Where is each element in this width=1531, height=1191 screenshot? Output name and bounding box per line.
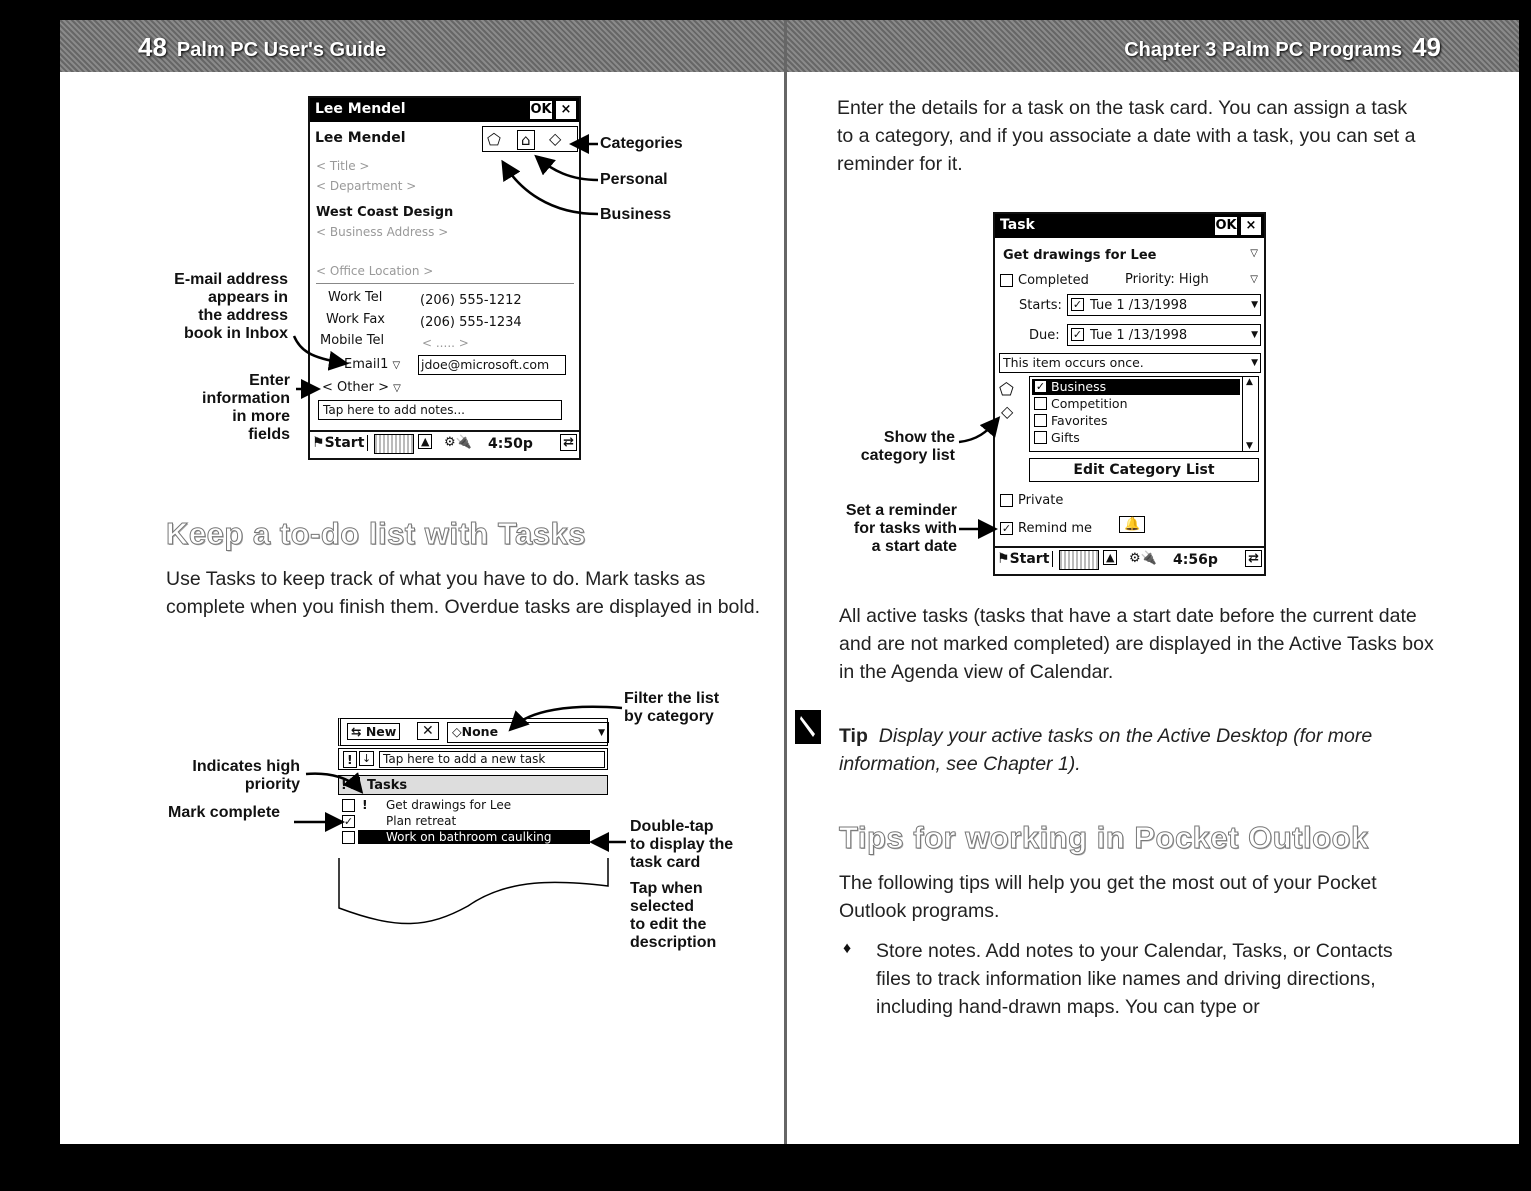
callout-email-line: appears in	[207, 289, 288, 306]
mobile-tel-label: Mobile Tel	[320, 333, 385, 348]
chapter-label: Chapter 3	[1124, 39, 1217, 61]
email-input[interactable]: jdoe@microsoft.com	[418, 355, 566, 375]
work-fax-label: Work Fax	[326, 312, 385, 327]
right-header-bar	[787, 20, 1519, 72]
task-taskbar	[995, 546, 1264, 574]
task-start-label: Start	[1009, 551, 1050, 567]
due-label: Due:	[1029, 328, 1060, 343]
remind-label: Remind me	[1018, 521, 1093, 536]
department-field[interactable]: < Department >	[316, 179, 417, 193]
callout-reminder-line: a start date	[871, 538, 957, 555]
category-name: Favorites	[1051, 413, 1108, 428]
section-heading-tips: Tips for working in Pocket Outlook	[839, 820, 1369, 855]
callout-reminder-line: Set a reminder	[845, 502, 957, 519]
callout-email-line: the address	[198, 307, 288, 324]
remind-checkbox[interactable]: ✓	[1001, 522, 1012, 535]
task-close-button[interactable]: ×	[1240, 216, 1262, 236]
callout-email	[140, 271, 288, 343]
business-address-field[interactable]: < Business Address >	[316, 225, 449, 239]
task-complete-checkbox[interactable]	[342, 831, 355, 844]
contact-window-title: Lee Mendel	[315, 101, 406, 117]
callout-filter-line: Filter the list	[624, 690, 720, 707]
task-clock[interactable]: 4:56p	[1173, 552, 1218, 568]
task-toolbar	[338, 718, 608, 746]
task-row[interactable]	[338, 830, 600, 845]
tips-paragraph: The following tips will help you get the most out of your Pocket Outlook programs.	[839, 872, 1377, 922]
category-name: Competition	[1051, 396, 1128, 411]
category-checkbox[interactable]: ✓	[1035, 380, 1046, 393]
category-checkbox[interactable]	[1034, 397, 1047, 410]
other-dropdown-icon: ▽	[393, 383, 401, 394]
tip-text: Display your active tasks on the Active Desktop (for more information, see Chapter 1).	[839, 725, 1373, 775]
app-switch-icon[interactable]: ⇄	[1245, 550, 1262, 567]
recurrence-dropdown[interactable]	[999, 353, 1261, 373]
due-dropdown-icon: ▼	[1251, 330, 1258, 340]
callout-more-line: Enter	[249, 372, 290, 389]
starts-dropdown-icon: ▼	[1251, 300, 1258, 310]
callout-reminder-line: for tasks with	[853, 520, 957, 537]
bullet-store-notes: Store notes. Add notes to your Calendar, Tasks, or Contacts files to track information like names and driving directions, including hand-drawn maps. You can type or	[876, 940, 1393, 1018]
torn-edge	[338, 858, 610, 928]
category-tag-icon[interactable]: ◇	[1001, 402, 1014, 421]
keyboard-icon[interactable]	[1059, 550, 1099, 570]
title-field[interactable]: < Title >	[316, 159, 370, 173]
task-subject[interactable]: Get drawings for Lee	[1003, 248, 1157, 263]
alarm-bell-icon[interactable]: 🔔	[1119, 516, 1145, 533]
tip-label: Tip	[839, 725, 868, 747]
task-text[interactable]: Work on bathroom caulking	[358, 830, 590, 844]
due-checkbox[interactable]: ✓	[1072, 328, 1083, 341]
starts-label: Starts:	[1019, 298, 1062, 313]
task-complete-checkbox[interactable]	[342, 799, 355, 812]
category-scrollbar[interactable]	[1242, 377, 1258, 451]
personal-home-icon[interactable]: ⌂	[517, 130, 535, 150]
callout-tap-line: description	[630, 934, 717, 951]
callout-tap-line: selected	[630, 898, 695, 915]
category-list-icon[interactable]: ⬠	[999, 380, 1014, 400]
starts-date-field[interactable]	[1067, 294, 1261, 316]
callout-personal: Personal	[600, 171, 668, 188]
category-item[interactable]	[1032, 413, 1240, 429]
delete-task-icon[interactable]: ✕	[417, 722, 439, 740]
category-checkbox[interactable]	[1034, 431, 1047, 444]
callout-double-tap-line: task card	[630, 854, 701, 871]
right-running-head	[1124, 32, 1451, 63]
email-label-text: Email1	[344, 357, 389, 372]
page-number-left: 48	[138, 32, 167, 62]
work-fax-value[interactable]: (206) 555-1234	[420, 315, 522, 330]
start-button[interactable]	[312, 435, 368, 451]
left-header-bar	[60, 20, 787, 72]
mobile-tel-value[interactable]: < ..... >	[422, 336, 469, 350]
priority-field[interactable]: Priority: High	[1125, 272, 1209, 287]
scroll-up-icon[interactable]: ▲	[1246, 377, 1253, 387]
new-task-button[interactable]	[347, 723, 400, 740]
windows-flag-icon: ⚑	[997, 551, 1010, 567]
left-running-head	[128, 32, 386, 63]
sip-arrow-icon[interactable]: ▲	[1103, 550, 1117, 565]
task-list-screen	[338, 718, 610, 868]
callout-more-line: information	[202, 390, 290, 407]
ok-button[interactable]: OK	[529, 100, 553, 120]
category-tag-icon: ◇	[452, 724, 462, 739]
new-label: New	[365, 724, 397, 739]
email-label[interactable]	[344, 357, 400, 372]
private-checkbox[interactable]	[1000, 494, 1013, 507]
category-name: Business	[1051, 379, 1107, 394]
contact-name[interactable]: Lee Mendel	[315, 130, 406, 146]
sip-arrow-icon[interactable]: ▲	[418, 434, 432, 449]
chapter-title: Palm PC Programs	[1222, 39, 1403, 61]
recurrence-value: This item occurs once.	[1003, 355, 1144, 370]
close-button[interactable]: ×	[555, 100, 577, 120]
due-date-field[interactable]	[1067, 324, 1261, 346]
other-label: < Other >	[322, 380, 389, 395]
callout-priority-line: priority	[244, 776, 300, 793]
tasks-paragraph: Use Tasks to keep track of what you have to do. Mark tasks as complete when you finish them. Overdue tasks are displayed in bold.	[166, 568, 760, 618]
categories-tab-icon[interactable]: ⬠	[487, 130, 501, 149]
check-column-header[interactable]: !↓	[341, 777, 360, 792]
callout-more-line: fields	[248, 426, 290, 443]
callout-filter-line: by category	[624, 708, 714, 725]
callout-more-fields	[160, 372, 290, 444]
start-label: Start	[324, 435, 365, 451]
keyboard-icon[interactable]	[374, 434, 414, 454]
callout-category-line: category list	[860, 447, 955, 464]
category-name: Gifts	[1051, 430, 1080, 445]
task-complete-checkbox[interactable]: ✓	[343, 815, 354, 828]
callout-reminder	[817, 502, 957, 556]
office-location-field[interactable]: < Office Location >	[316, 264, 434, 278]
callout-complete: Mark complete	[168, 804, 281, 821]
clock[interactable]: 4:50p	[488, 436, 533, 452]
email-dropdown-icon: ▽	[392, 360, 401, 371]
task-text[interactable]: Get drawings for Lee	[386, 798, 512, 812]
notes-input[interactable]: Tap here to add notes...	[318, 400, 562, 420]
callout-categories: Categories	[600, 135, 683, 152]
task-start-button[interactable]	[997, 551, 1053, 567]
divider	[316, 283, 574, 284]
app-switch-icon[interactable]: ⇄	[560, 434, 577, 451]
task-row[interactable]	[338, 798, 600, 813]
completed-label: Completed	[1018, 273, 1089, 288]
category-item[interactable]	[1032, 430, 1240, 446]
new-icon: ⇆	[351, 724, 362, 739]
category-item[interactable]	[1032, 379, 1240, 395]
callout-category-list	[827, 429, 955, 465]
task-column-header	[338, 775, 608, 795]
business-tag-icon[interactable]: ◇	[549, 129, 562, 148]
status-icons[interactable]: ⚙🔌	[1129, 551, 1157, 566]
new-task-bar	[338, 748, 608, 770]
intro-paragraph: Enter the details for a task on the task card. You can assign a task to a category, and if you associate a date with a task, you can set a reminder for it.	[837, 97, 1416, 175]
taskbar	[310, 430, 579, 458]
recurrence-dropdown-icon: ▼	[1251, 358, 1258, 368]
task-titlebar	[995, 214, 1264, 238]
task-text[interactable]: Plan retreat	[386, 814, 457, 828]
status-icons[interactable]: ⚙🔌	[444, 435, 472, 450]
callout-business: Business	[600, 206, 672, 223]
category-item[interactable]	[1032, 396, 1240, 412]
new-task-input[interactable]: Tap here to add a new task	[379, 751, 605, 768]
task-ok-button[interactable]: OK	[1214, 216, 1238, 236]
company-field[interactable]: West Coast Design	[316, 205, 454, 220]
priority-picker-icon[interactable]: !	[343, 751, 357, 768]
priority-dropdown-icon[interactable]: ▽	[1250, 274, 1258, 285]
callout-tap-line: to edit the	[630, 916, 707, 933]
dropdown-arrow-icon: ▼	[598, 728, 605, 738]
completed-checkbox[interactable]	[1000, 274, 1013, 287]
callout-filter	[624, 690, 719, 726]
private-label: Private	[1018, 493, 1064, 508]
callout-email-line: E-mail address	[174, 271, 288, 288]
edit-category-button[interactable]: Edit Category List	[1029, 458, 1259, 482]
callout-priority-line: Indicates high	[192, 758, 300, 775]
scroll-down-icon[interactable]: ▼	[1246, 441, 1253, 451]
book-title: Palm PC User's Guide	[176, 39, 387, 61]
starts-checkbox[interactable]: ✓	[1072, 298, 1083, 311]
tip	[839, 722, 1439, 778]
category-listbox[interactable]	[1029, 376, 1259, 452]
category-filter-value: None	[461, 724, 499, 739]
callout-tap-line: Tap when	[630, 880, 703, 897]
windows-flag-icon: ⚑	[312, 435, 325, 451]
callout-category-line: Show the	[883, 429, 955, 446]
bullet-diamond-icon: ♦	[843, 940, 852, 957]
contact-titlebar	[310, 98, 579, 122]
callout-double-tap-line: Double-tap	[630, 818, 714, 835]
contact-card-screen	[308, 96, 581, 460]
tasks-column-label[interactable]: Tasks	[367, 778, 408, 793]
callout-double-tap	[630, 818, 733, 872]
callout-more-line: in more	[232, 408, 290, 425]
category-checkbox[interactable]	[1034, 414, 1047, 427]
section-heading-tasks: Keep a to-do list with Tasks	[166, 516, 586, 551]
due-value: Tue 1 /13/1998	[1090, 328, 1188, 343]
subject-dropdown-icon[interactable]: ▽	[1250, 248, 1258, 259]
right-page	[787, 20, 1519, 1144]
task-row[interactable]	[338, 814, 600, 829]
starts-value: Tue 1 /13/1998	[1090, 298, 1188, 313]
callout-email-line: book in Inbox	[184, 325, 288, 342]
callout-priority	[160, 758, 300, 794]
work-tel-value[interactable]: (206) 555-1212	[420, 293, 522, 308]
tip-pencil-icon	[795, 710, 821, 744]
page-number-right: 49	[1412, 32, 1441, 62]
left-page	[60, 20, 787, 1144]
task-window-title: Task	[1000, 217, 1035, 233]
callout-tap-selected	[630, 880, 716, 952]
work-tel-label: Work Tel	[328, 290, 383, 305]
low-priority-icon[interactable]: ↓	[359, 751, 374, 766]
other-fields-selector[interactable]	[322, 380, 401, 395]
active-tasks-paragraph: All active tasks (tasks that have a start date before the current date and are not marked completed) are displayed in the Active Tasks box in the Agenda view of Calendar.	[839, 605, 1434, 683]
category-filter-dropdown[interactable]	[447, 722, 609, 743]
category-tabs	[482, 126, 578, 152]
task-card-screen	[993, 212, 1266, 576]
high-priority-icon: !	[362, 797, 368, 812]
callout-double-tap-line: to display the	[630, 836, 734, 853]
